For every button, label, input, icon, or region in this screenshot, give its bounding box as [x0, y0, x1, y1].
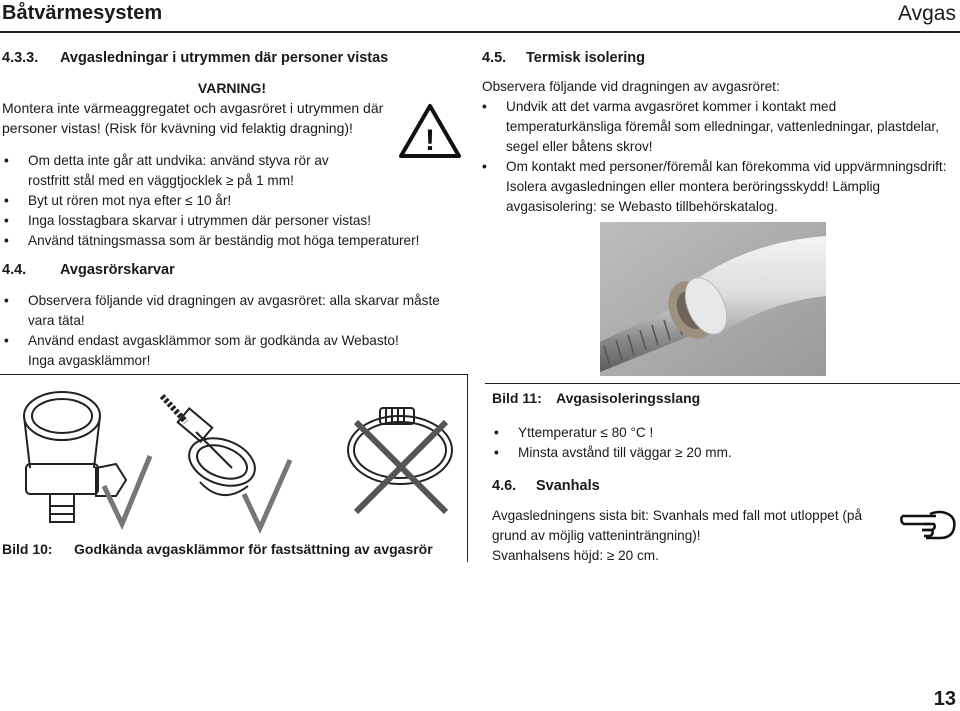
- figure-11-bullets: [494, 423, 894, 463]
- list-item: • Minsta avstånd till väggar ≥ 20 mm.: [494, 443, 894, 463]
- check-mark-icon: [244, 460, 290, 528]
- section-46-heading: [492, 478, 600, 494]
- header-rule: [0, 31, 960, 33]
- figure-frame-top: [0, 374, 468, 375]
- list-item: • Om detta inte går att undvika: använd styva rör av rostfritt stål med en väggtjocklek ≥ på 1 mm!: [4, 151, 373, 191]
- section-46-body: [492, 506, 892, 566]
- section-number: 4.5.: [482, 50, 507, 66]
- section-number: 4.3.3.: [2, 50, 39, 66]
- list-item: • Observera följande vid dragningen av avgasröret: alla skarvar måste vara täta!: [4, 291, 464, 331]
- section-45-bullets: [482, 97, 952, 217]
- section-44-bullets: [4, 291, 464, 371]
- header-section: Avgas: [898, 2, 956, 25]
- section-title: Avgasrörskarvar: [60, 262, 175, 278]
- list-item: • Om kontakt med personer/föremål kan förekomma vid uppvärmningsdrift: Isolera avgasledningen eller montera beröringsskydd! Lämplig avgasisolering: se Webasto tillbehörskatalog.: [482, 157, 952, 217]
- list-item: • Undvik att det varma avgasröret kommer i kontakt med temperaturkänsliga föremål som elledningar, vattenledningar, plastdelar, segel eller båtens skrov!: [482, 97, 952, 157]
- warning-text: Montera inte värmeaggregatet och avgasröret i utrymmen där personer vistas! (Risk för kvävning vid felaktig dragning)!: [2, 100, 384, 136]
- pointing-hand-icon: [900, 506, 958, 542]
- section-text: Avgasledningens sista bit: Svanhals med fall mot utloppet (på grund av möjlig vatteninträngning)!: [492, 508, 863, 543]
- list-item: • Byt ut rören mot nya efter ≤ 10 år!: [4, 191, 474, 211]
- warning-block: [2, 78, 402, 138]
- figure-frame-right: [467, 374, 468, 562]
- svg-text:!: !: [425, 124, 435, 157]
- figure-caption: Avgasisoleringsslang: [556, 390, 701, 406]
- section-433-heading: [2, 50, 388, 66]
- figure-10-caption: [2, 541, 433, 557]
- list-item: • Använd tätningsmassa som är beständig mot höga temperaturer!: [4, 231, 474, 251]
- figure-11-caption: [492, 390, 700, 406]
- section-height: Svanhalsens höjd: ≥ 20 cm.: [492, 548, 659, 563]
- page-number: 13: [933, 688, 956, 710]
- list-item: • Inga losstagbara skarvar i utrymmen där personer vistas!: [4, 211, 474, 231]
- insulation-hose-photo: [600, 222, 826, 376]
- warning-title: VARNING!: [197, 80, 267, 96]
- list-item: • Använd endast avgasklämmor som är godkända av Webasto! Inga avgasklämmor!: [4, 331, 428, 371]
- list-item: • Yttemperatur ≤ 80 °C !: [494, 423, 894, 443]
- section-45-heading: [482, 50, 645, 66]
- section-number: 4.6.: [492, 478, 517, 494]
- check-mark-icon: [104, 456, 150, 524]
- section-number: 4.4.: [2, 262, 27, 278]
- clamp-3: [348, 408, 452, 484]
- figure-number: Bild 11:: [492, 390, 542, 406]
- clamp-illustration: [0, 376, 466, 536]
- figure-number: Bild 10:: [2, 541, 53, 557]
- section-title: Termisk isolering: [526, 50, 645, 66]
- section-intro: Observera följande vid dragningen av avgasröret:: [482, 79, 780, 94]
- section-433-bullets: [4, 151, 474, 251]
- section-45-body: [482, 77, 952, 217]
- header-title: Båtvärmesystem: [2, 2, 163, 24]
- section-title: Svanhals: [536, 478, 600, 494]
- cross-mark-icon: [356, 422, 446, 512]
- clamp-2: [162, 396, 261, 495]
- figure-11-rule: [485, 383, 960, 384]
- section-44-heading: [2, 262, 175, 278]
- section-title: Avgasledningar i utrymmen där personer vistas: [60, 50, 389, 66]
- figure-caption: Godkända avgasklämmor för fastsättning av avgasrör: [74, 541, 433, 557]
